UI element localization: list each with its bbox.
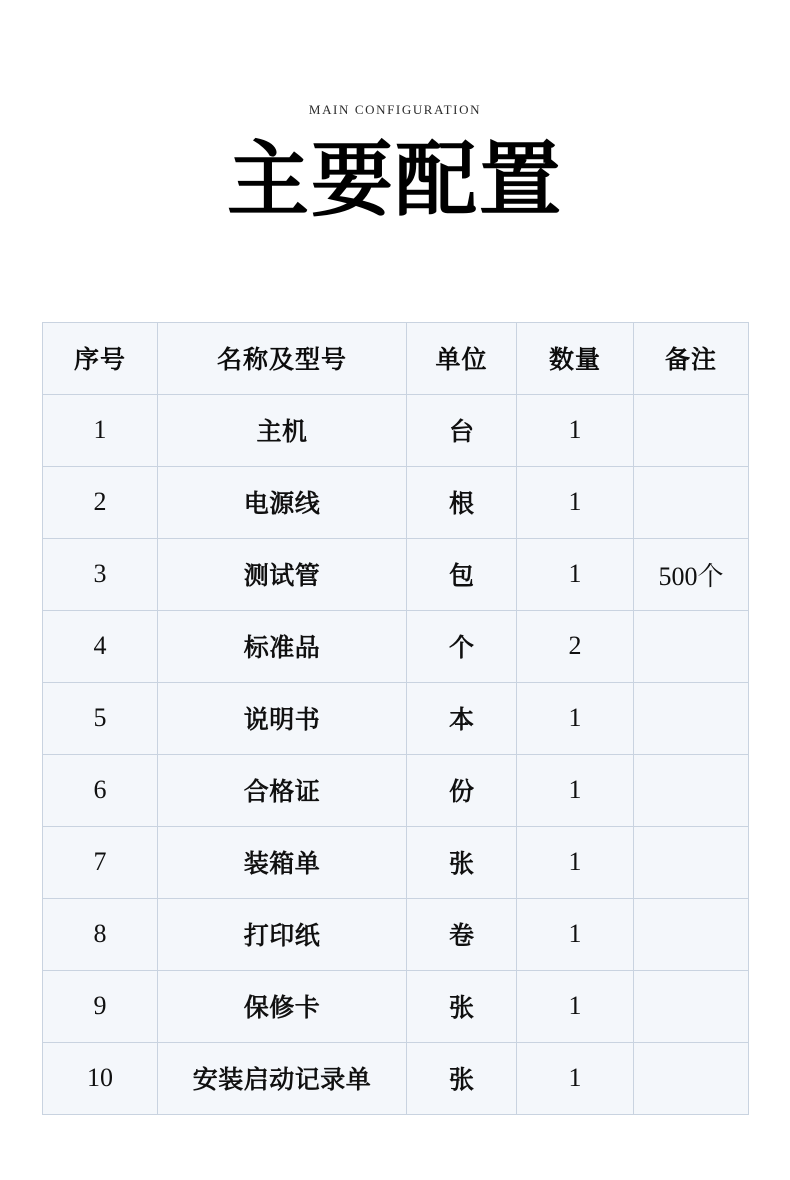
cell-name: 保修卡 xyxy=(158,970,407,1042)
table-row xyxy=(43,394,749,466)
cell-qty: 1 xyxy=(517,898,634,970)
cell-no: 1 xyxy=(43,394,158,466)
cell-qty: 1 xyxy=(517,466,634,538)
table-body xyxy=(43,394,749,1114)
column-header-name: 名称及型号 xyxy=(158,322,407,394)
cell-qty: 1 xyxy=(517,754,634,826)
page-title: 主要配置 xyxy=(226,132,563,228)
cell-unit: 本 xyxy=(407,682,517,754)
table-header-row xyxy=(43,322,749,394)
cell-no: 6 xyxy=(43,754,158,826)
cell-no: 2 xyxy=(43,466,158,538)
cell-name: 说明书 xyxy=(158,682,407,754)
cell-unit: 份 xyxy=(407,754,517,826)
cell-unit: 根 xyxy=(407,466,517,538)
table-row xyxy=(43,610,749,682)
cell-unit: 张 xyxy=(407,970,517,1042)
cell-no: 3 xyxy=(43,538,158,610)
cell-qty: 1 xyxy=(517,394,634,466)
cell-remark xyxy=(634,682,749,754)
config-table-wrapper xyxy=(42,322,748,1115)
table-row xyxy=(43,466,749,538)
column-header-no: 序号 xyxy=(43,322,158,394)
cell-name: 打印纸 xyxy=(158,898,407,970)
cell-no: 4 xyxy=(43,610,158,682)
cell-remark xyxy=(634,394,749,466)
cell-no: 7 xyxy=(43,826,158,898)
table-row xyxy=(43,970,749,1042)
cell-remark xyxy=(634,898,749,970)
table-header xyxy=(43,322,749,394)
cell-unit: 包 xyxy=(407,538,517,610)
cell-name: 测试管 xyxy=(158,538,407,610)
table-row xyxy=(43,754,749,826)
table-row xyxy=(43,1042,749,1114)
cell-remark xyxy=(634,1042,749,1114)
main-configuration-table xyxy=(42,322,749,1115)
cell-no: 10 xyxy=(43,1042,158,1114)
cell-no: 5 xyxy=(43,682,158,754)
table-row xyxy=(43,538,749,610)
cell-qty: 2 xyxy=(517,610,634,682)
column-header-remark: 备注 xyxy=(634,322,749,394)
cell-remark xyxy=(634,754,749,826)
cell-remark xyxy=(634,466,749,538)
cell-name: 电源线 xyxy=(158,466,407,538)
table-row xyxy=(43,898,749,970)
column-header-qty: 数量 xyxy=(517,322,634,394)
table-row xyxy=(43,826,749,898)
cell-remark xyxy=(634,826,749,898)
cell-unit: 台 xyxy=(407,394,517,466)
cell-unit: 张 xyxy=(407,826,517,898)
cell-remark: 500个 xyxy=(634,538,749,610)
cell-no: 8 xyxy=(43,898,158,970)
cell-name: 安装启动记录单 xyxy=(158,1042,407,1114)
cell-qty: 1 xyxy=(517,970,634,1042)
cell-remark xyxy=(634,610,749,682)
cell-remark xyxy=(634,970,749,1042)
cell-qty: 1 xyxy=(517,1042,634,1114)
cell-name: 标准品 xyxy=(158,610,407,682)
cell-qty: 1 xyxy=(517,538,634,610)
table-row xyxy=(43,682,749,754)
cell-name: 装箱单 xyxy=(158,826,407,898)
column-header-unit: 单位 xyxy=(407,322,517,394)
cell-unit: 个 xyxy=(407,610,517,682)
cell-name: 合格证 xyxy=(158,754,407,826)
cell-unit: 卷 xyxy=(407,898,517,970)
cell-unit: 张 xyxy=(407,1042,517,1114)
cell-name: 主机 xyxy=(158,394,407,466)
cell-qty: 1 xyxy=(517,682,634,754)
cell-qty: 1 xyxy=(517,826,634,898)
page-eyebrow: MAIN CONFIGURATION xyxy=(308,102,482,117)
cell-no: 9 xyxy=(43,970,158,1042)
